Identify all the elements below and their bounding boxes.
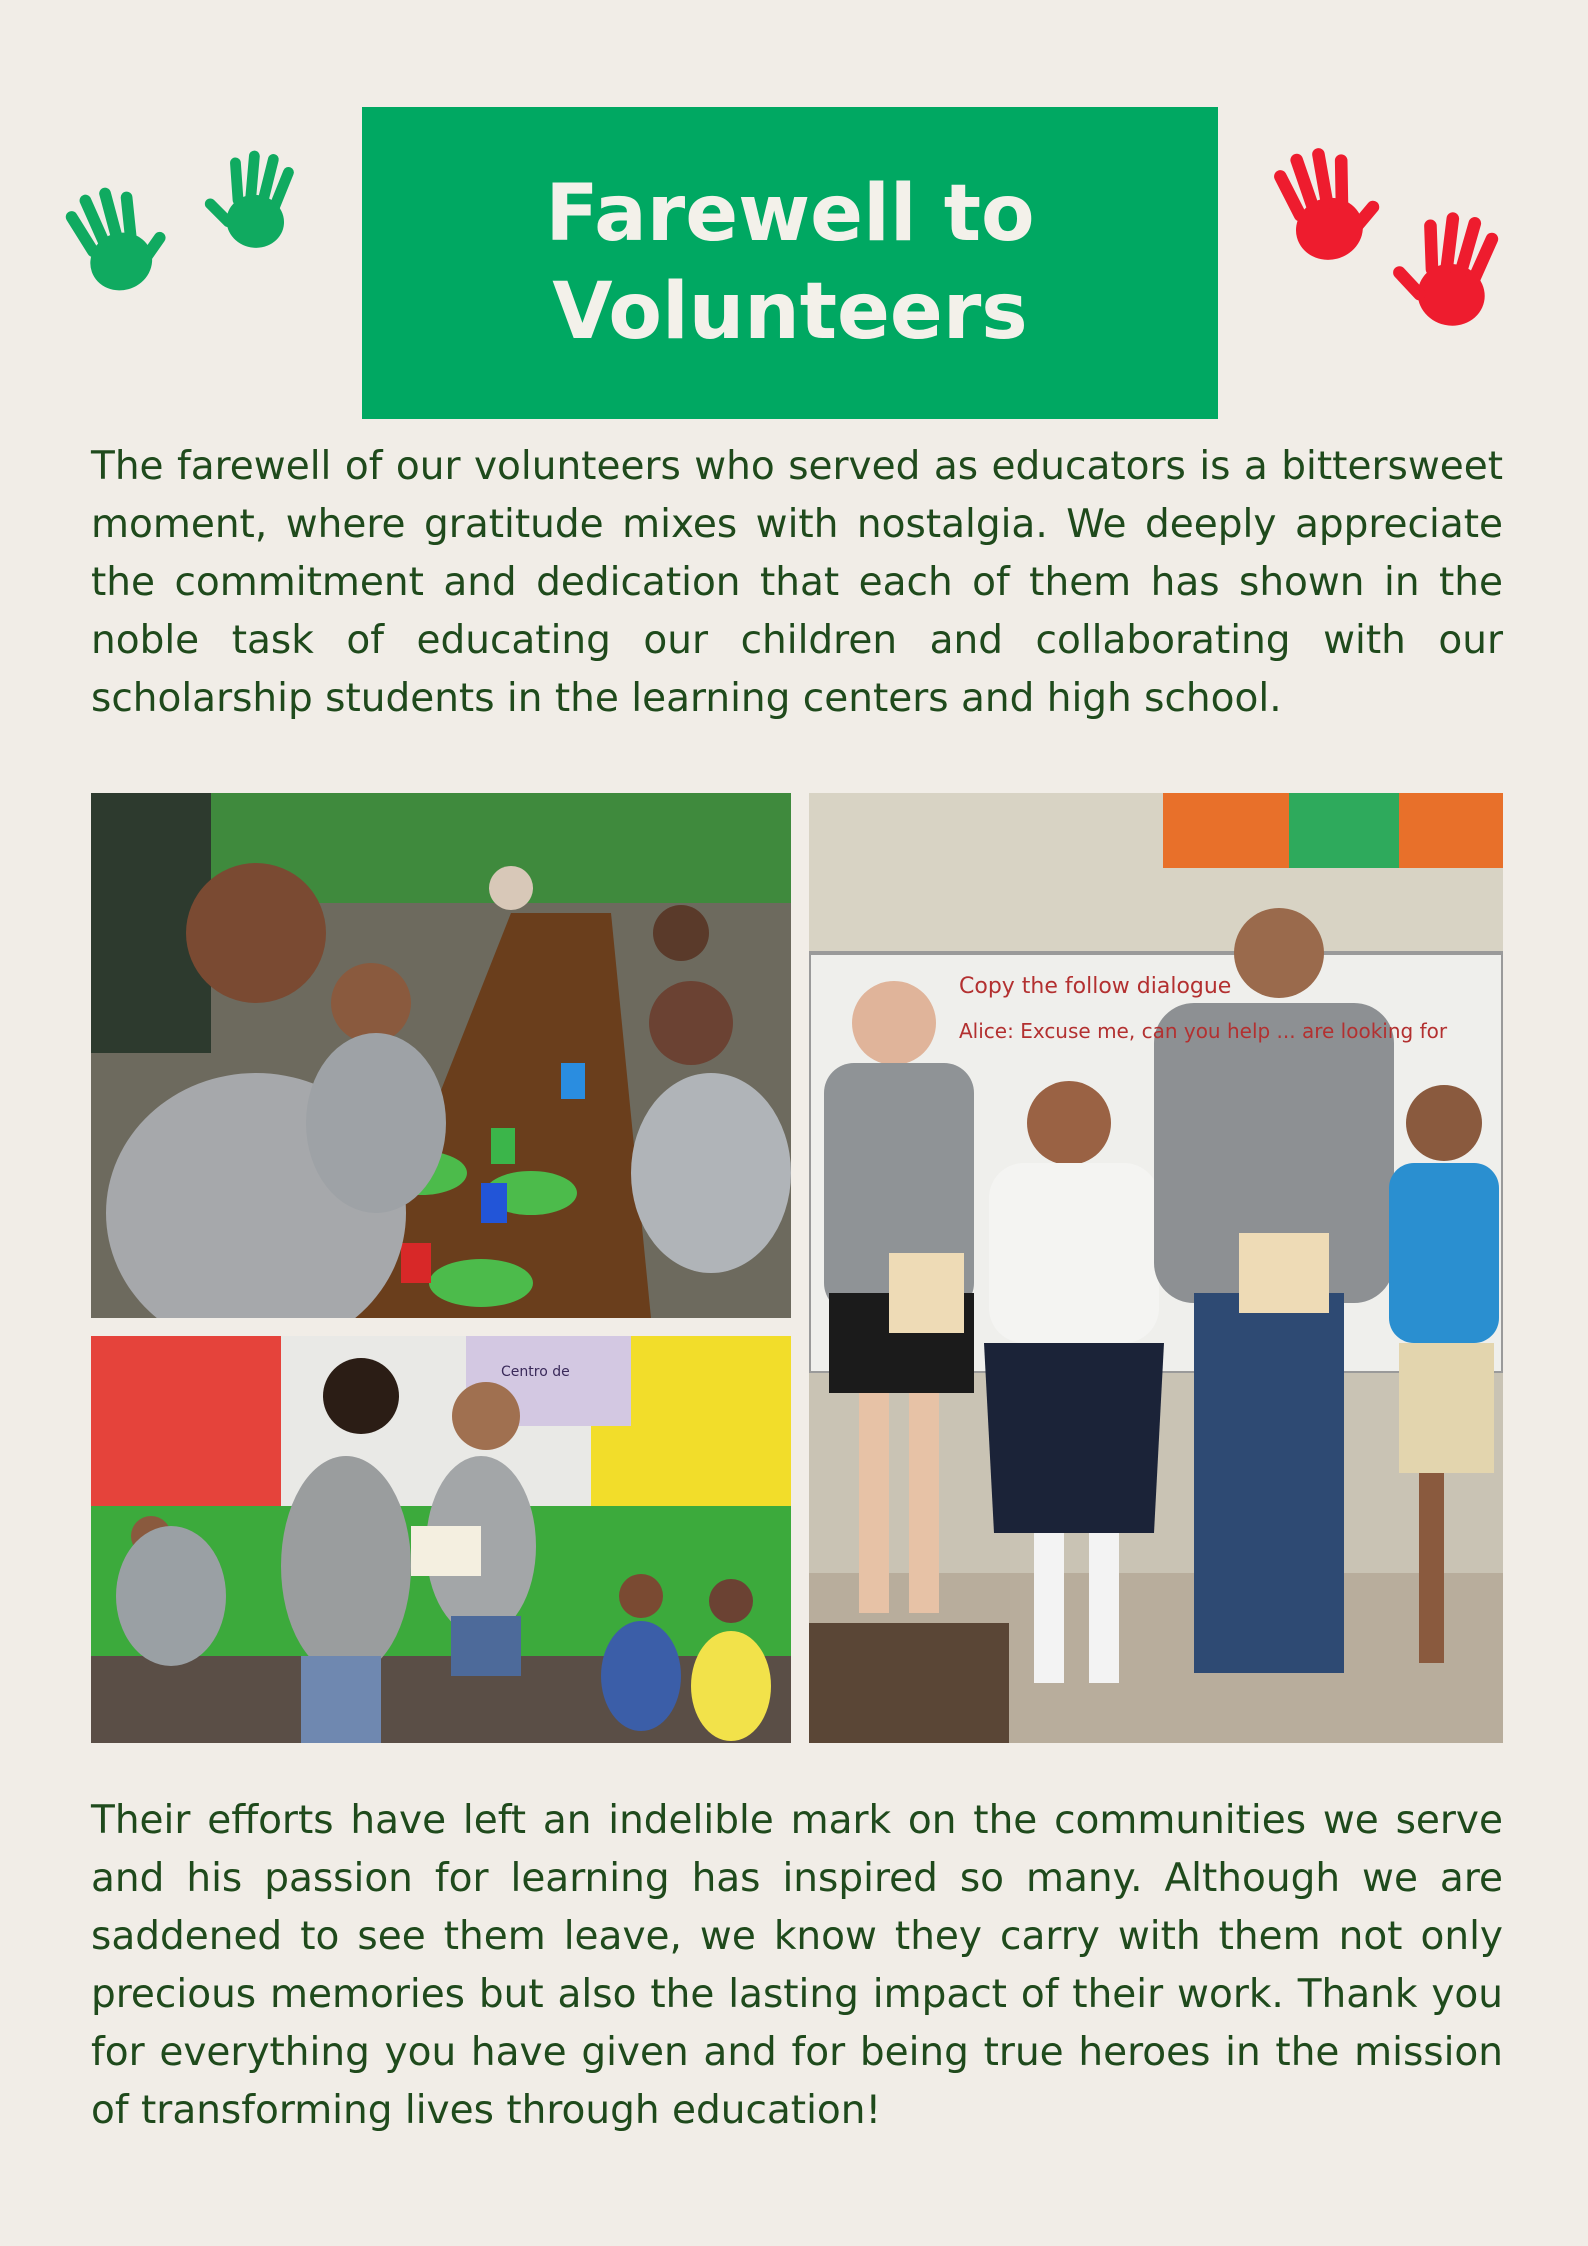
photo-certificate-presentation bbox=[91, 1336, 791, 1743]
board-line-1: Copy the follow dialogue bbox=[959, 974, 1232, 999]
title-banner bbox=[362, 107, 1218, 419]
closing-paragraph: Their efforts have left an indelible mark on the communities we serve and his passion for learning has inspired so many. Although we are saddened to see them leave, we know they carry with them not only precious memories but also the lasting impact of their work. Thank you for everything you have given and for being true heroes in the mission of transforming lives through education! bbox=[91, 1798, 1503, 2133]
photo-group-meal bbox=[91, 793, 791, 1318]
board-line-2: Alice: Excuse me, can you help ... are looking for bbox=[959, 1019, 1448, 1043]
photo-classroom-group bbox=[809, 793, 1503, 1743]
sign-text: Centro de bbox=[501, 1364, 570, 1380]
page-title: Farewell to Volunteers bbox=[545, 169, 1035, 357]
green-handprint-icon bbox=[198, 135, 318, 265]
green-handprint-icon bbox=[48, 170, 178, 310]
red-handprint-icon bbox=[1252, 130, 1392, 280]
red-handprint-icon bbox=[1385, 195, 1525, 345]
intro-paragraph: The farewell of our volunteers who served as educators is a bittersweet moment, where gratitude mixes with nostalgia. We deeply appreciate the commitment and dedication that each of them has shown in the noble task of educating our children and collaborating with our scholarship students in the learning centers and high school. bbox=[91, 444, 1503, 721]
